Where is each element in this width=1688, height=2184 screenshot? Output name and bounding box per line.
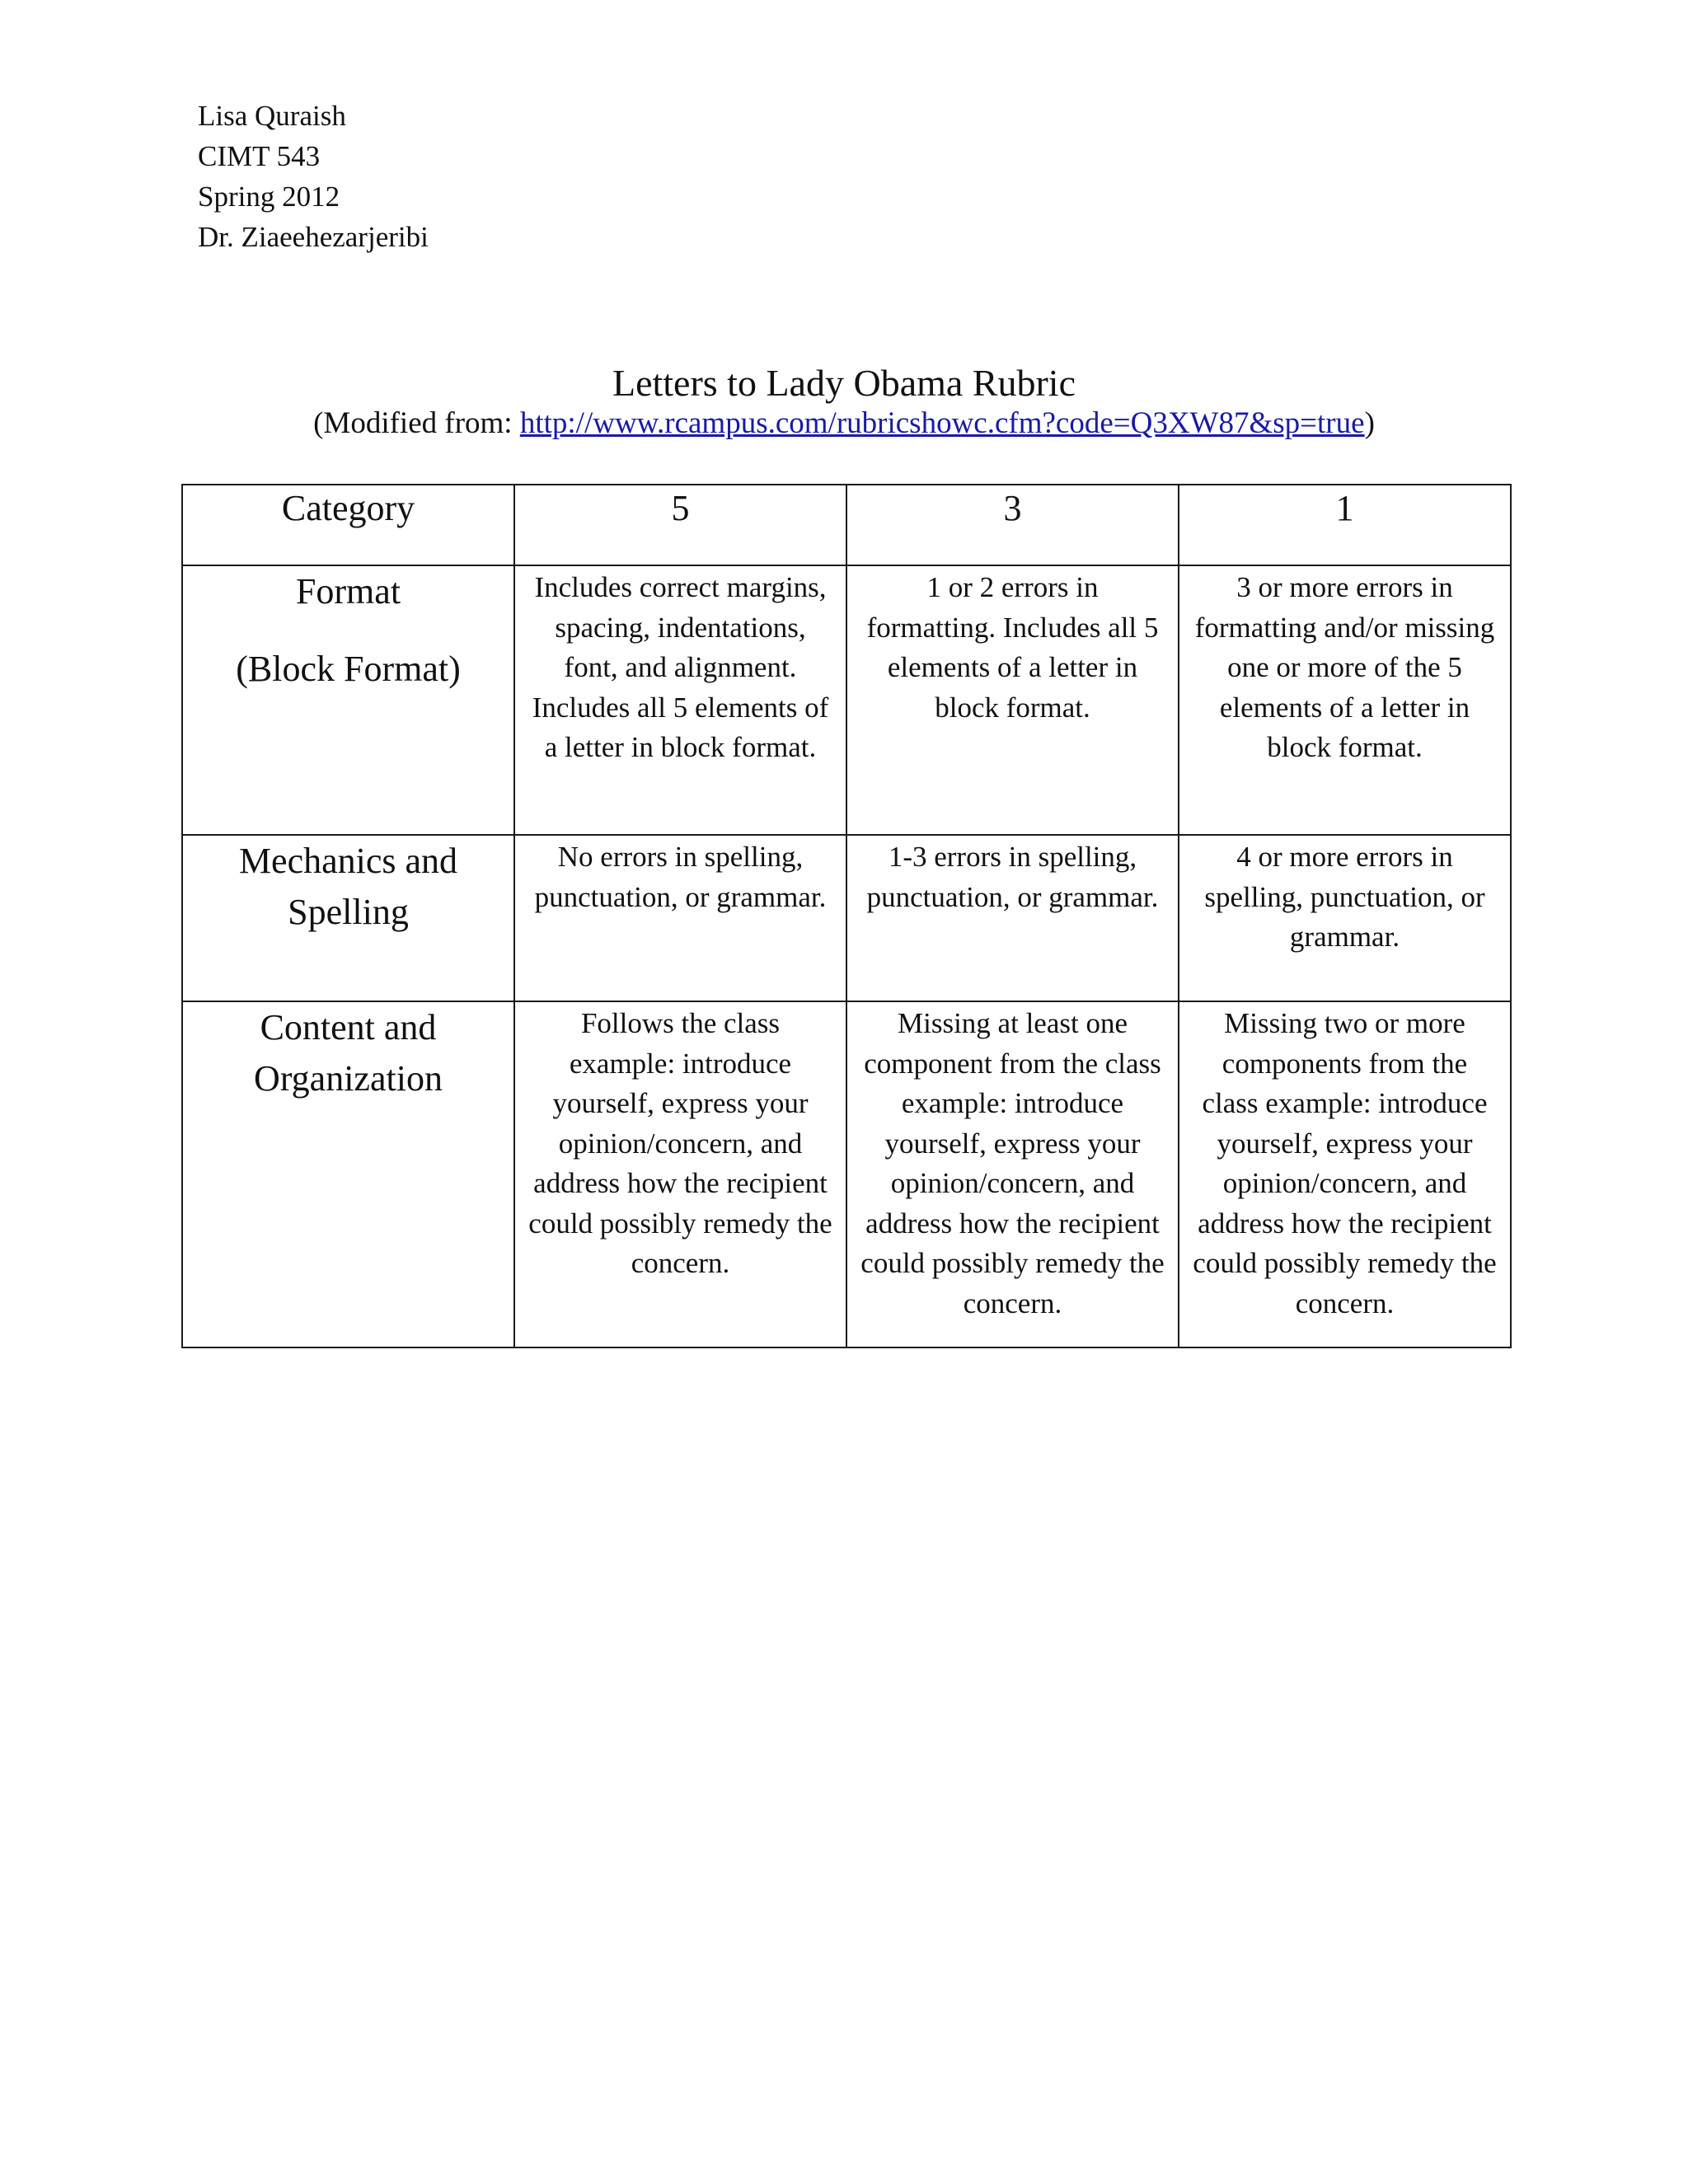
author-header <box>198 96 429 257</box>
criteria-cell: 1-3 errors in spelling, punctuation, or grammar. <box>846 835 1179 1001</box>
criteria-cell: 3 or more errors in formatting and/or missing one or more of the 5 elements of a letter in block format. <box>1179 565 1511 835</box>
category-cell <box>182 835 514 1001</box>
criteria-cell: Follows the class example: introduce yourself, express your opinion/concern, and address how the recipient could possibly remedy the concern. <box>514 1001 846 1347</box>
category-label-continued: Organization <box>254 1058 443 1099</box>
category-label: Content and <box>260 1007 437 1047</box>
category-label-continued: Spelling <box>288 892 409 932</box>
header-category: Category <box>182 485 514 565</box>
category-label: Mechanics and <box>238 841 458 881</box>
document-title: Letters to Lady Obama Rubric <box>612 362 1076 404</box>
source-suffix: ) <box>1364 406 1375 440</box>
author-name: Lisa Quraish <box>198 100 346 132</box>
criteria-cell: Missing two or more components from the class example: introduce yourself, express your opinion/concern, and address how the recipient could possibly remedy the concern. <box>1179 1001 1511 1347</box>
course-code: CIMT 543 <box>198 140 321 172</box>
source-link[interactable]: http://www.rcampus.com/rubricshowc.cfm?code=Q3XW87&sp=true <box>519 406 1365 440</box>
criteria-cell: Includes correct margins, spacing, indentations, font, and alignment. Includes all 5 elements of a letter in block format. <box>514 565 846 835</box>
table-row <box>182 835 1511 1001</box>
criteria-cell: Missing at least one component from the class example: introduce yourself, express your opinion/concern, and address how the recipient could possibly remedy the concern. <box>846 1001 1179 1347</box>
criteria-cell: 4 or more errors in spelling, punctuation, or grammar. <box>1179 835 1511 1001</box>
table-header-row <box>182 485 1511 565</box>
instructor-name: Dr. Ziaeehezarjeribi <box>198 221 429 253</box>
criteria-cell: No errors in spelling, punctuation, or grammar. <box>514 835 846 1001</box>
header-score-5: 5 <box>514 485 846 565</box>
source-prefix: (Modified from: <box>313 406 520 440</box>
table-row <box>182 1001 1511 1347</box>
category-sublabel: (Block Format) <box>236 649 461 689</box>
table-row <box>182 565 1511 835</box>
category-cell <box>182 1001 514 1347</box>
header-score-3: 3 <box>846 485 1179 565</box>
header-score-1: 1 <box>1179 485 1511 565</box>
criteria-cell: 1 or 2 errors in formatting. Includes all 5 elements of a letter in block format. <box>846 565 1179 835</box>
term: Spring 2012 <box>198 180 340 213</box>
category-cell <box>182 565 514 835</box>
source-note <box>0 404 1688 443</box>
rubric-table <box>181 484 1512 1348</box>
category-label: Format <box>295 571 401 612</box>
